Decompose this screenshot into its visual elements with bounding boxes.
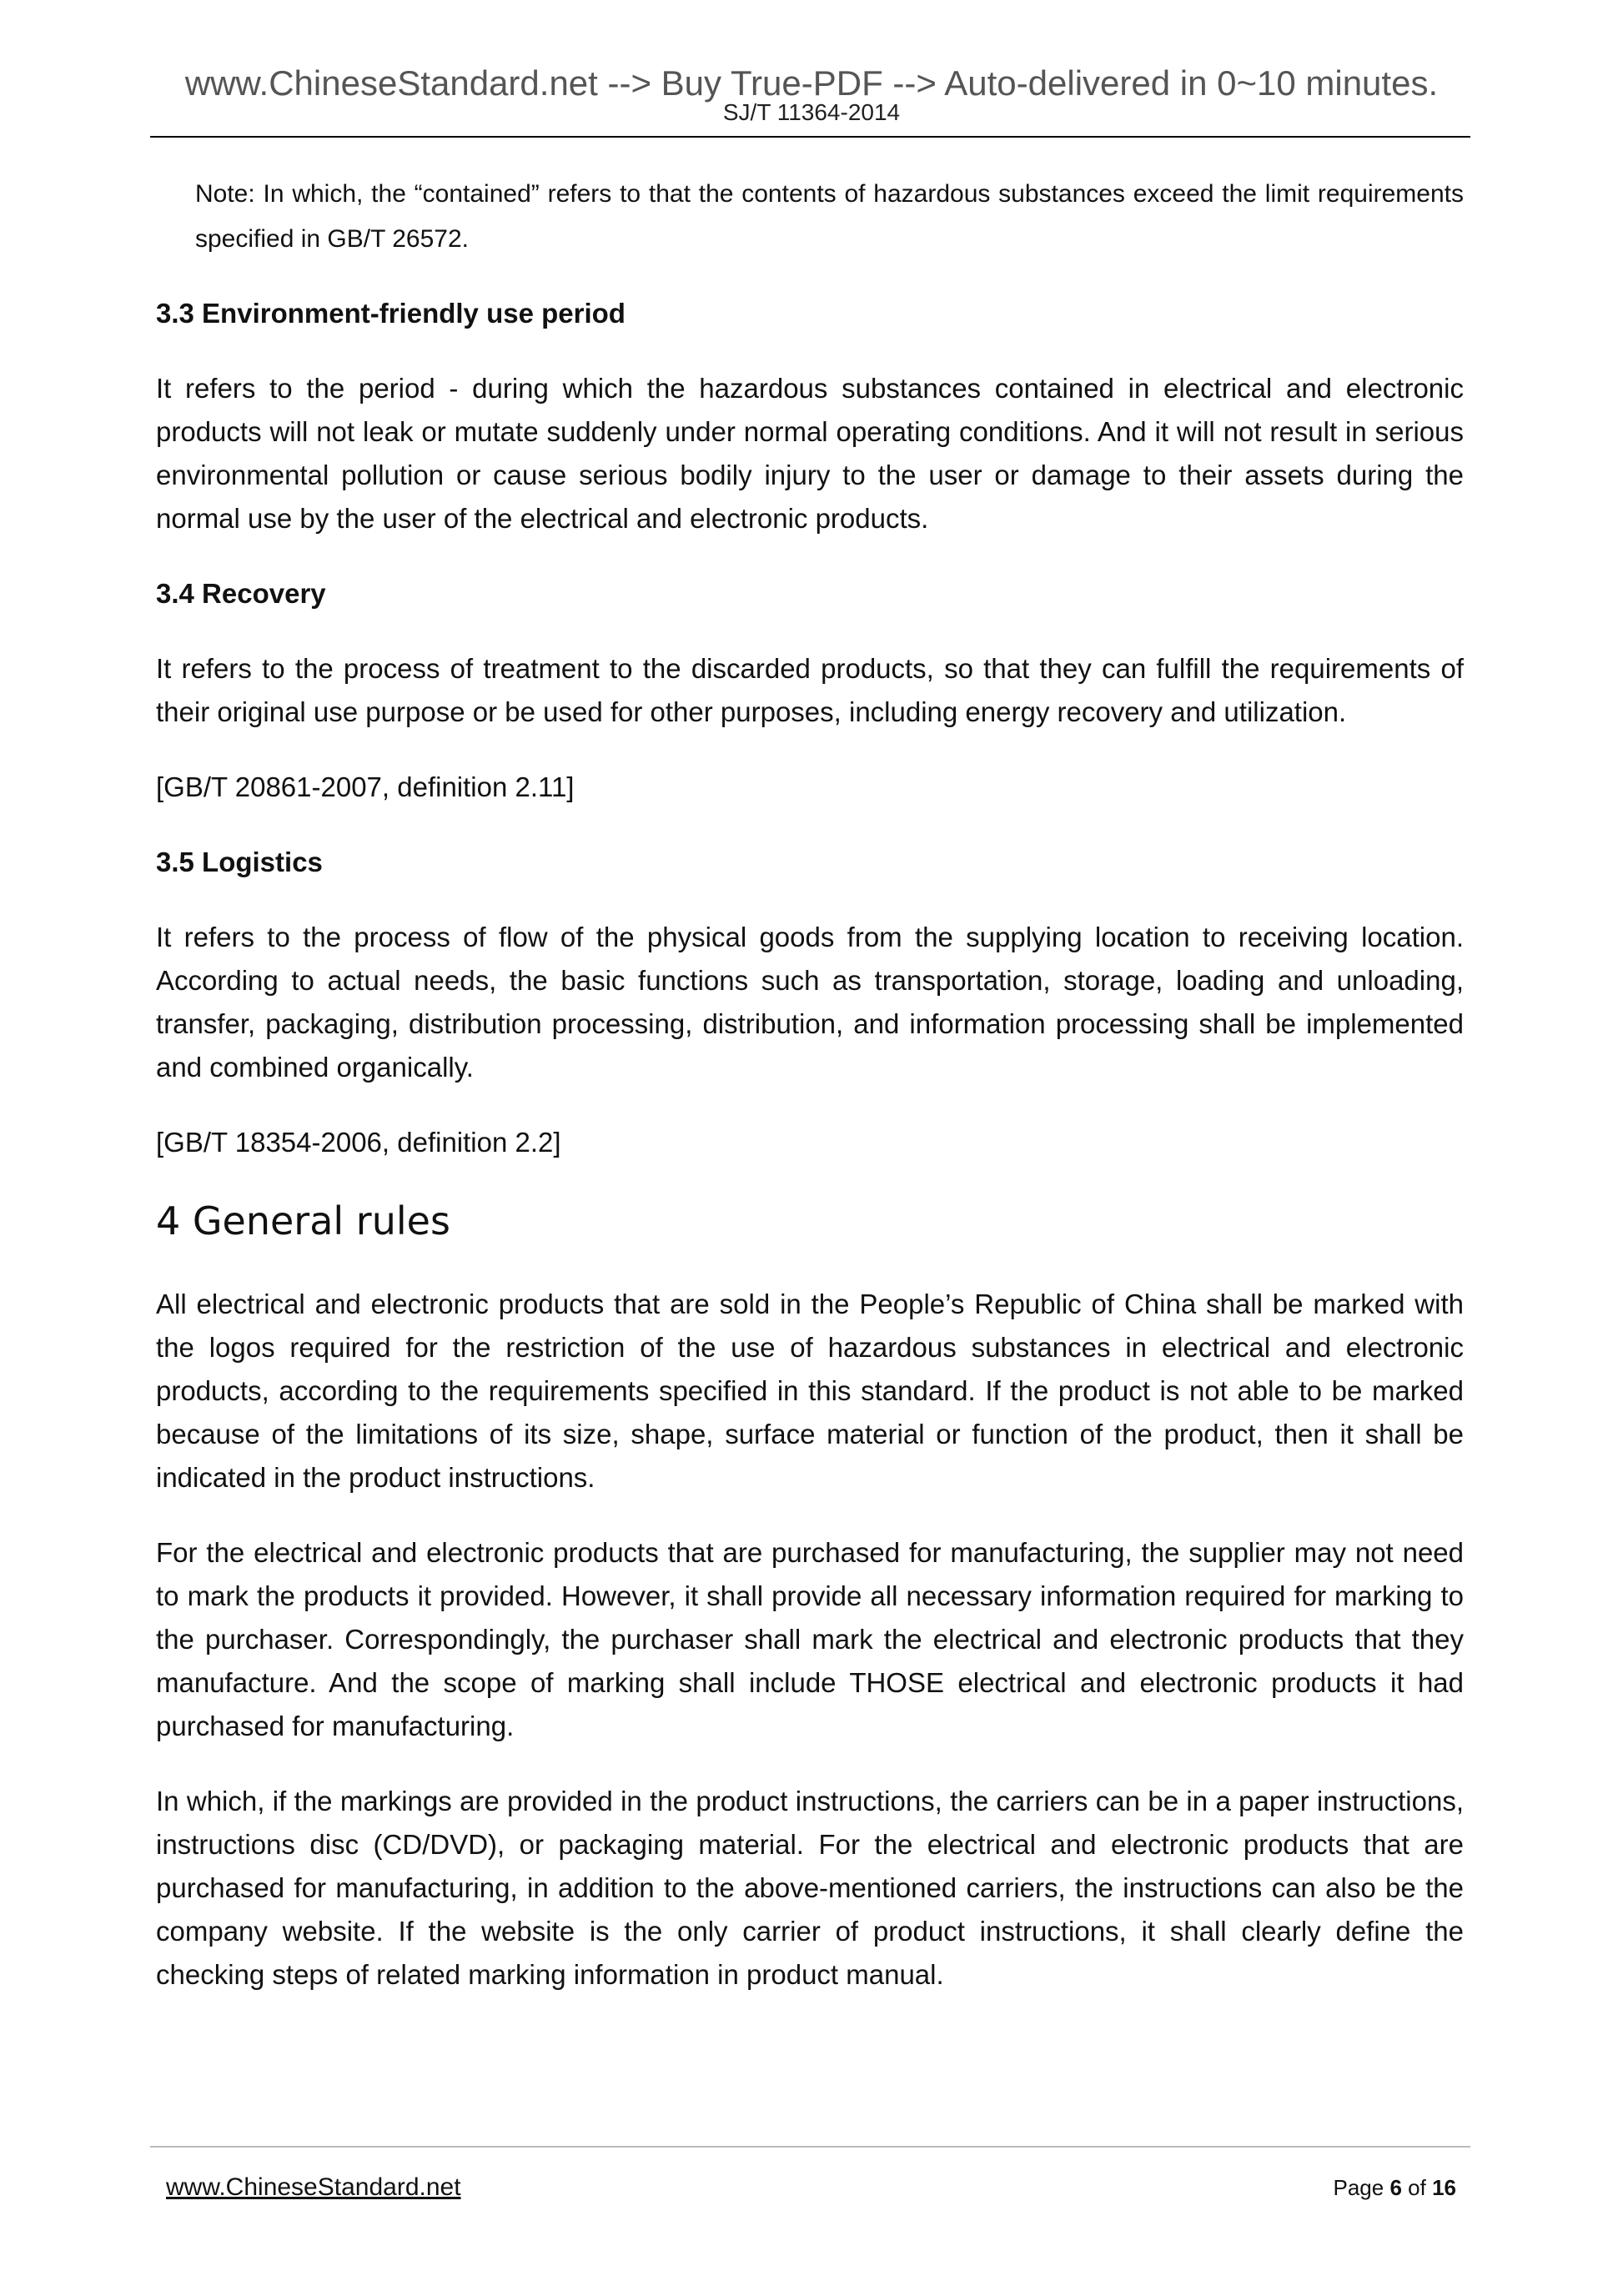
section-body-3-4: It refers to the process of treatment to the discarded products, so that they can fulfill the requirements of their original use purpose or be used for other purposes, including energy recovery and utilization. bbox=[156, 653, 1464, 727]
chapter-paragraph: For the electrical and electronic products that are purchased for manufacturing, the supplier may not need to mark the products it provided. However, it shall provide all necessary information required for marking to the purchaser. Correspondingly, the purchaser shall mark the electrical and electronic products that they manufacture. And the scope of marking shall include THOSE electrical and electronic products it had purchased for manufacturing. bbox=[156, 1537, 1464, 1741]
header-banner: www.ChineseStandard.net --> Buy True-PDF --> Auto-delivered in 0~10 minutes. bbox=[184, 63, 1439, 103]
chapter-paragraph: In which, if the markings are provided in the product instructions, the carriers can be in a paper instructions, instructions disc (CD/DVD), or packaging material. For the electrical and electronic products that are purchased for manufacturing, in addition to the above-mentioned carriers, the instructions can also be the company website. If the website is the only carrier of product instructions, it shall clearly define the checking steps of related marking information in product manual. bbox=[156, 1786, 1464, 1990]
section-ref-3-4: [GB/T 20861-2007, definition 2.11] bbox=[156, 771, 575, 802]
chapter-title: 4 General rules bbox=[156, 1198, 450, 1243]
standard-code: SJ/T 11364-2014 bbox=[722, 99, 901, 125]
section-heading-3-5: 3.5 Logistics bbox=[156, 847, 323, 877]
header-divider bbox=[150, 136, 1470, 138]
chapter-paragraph: All electrical and electronic products that are sold in the People’s Republic of China shall be marked with the logos required for the restriction of the use of hazardous substances in electrical and electronic products, according to the requirements specified in this standard. If the product is not able to be marked because of the limitations of its size, shape, surface material or function of the product, then it shall be indicated in the product instructions. bbox=[156, 1289, 1464, 1493]
page-word: Page bbox=[1333, 2175, 1384, 2200]
page-total: 16 bbox=[1432, 2175, 1456, 2200]
page-of: of bbox=[1408, 2175, 1426, 2200]
page-current: 6 bbox=[1389, 2175, 1402, 2200]
section-body-3-5: It refers to the process of flow of the physical goods from the supplying location to receiving location. According to actual needs, the basic functions such as transportation, storage, loading and unloading, transfer, packaging, distribution processing, distribution, and information processing shall be implemented and combined organically. bbox=[156, 922, 1464, 1083]
page-number bbox=[1333, 2173, 1456, 2203]
page-content bbox=[156, 172, 1464, 2028]
section-heading-3-3: 3.3 Environment-friendly use period bbox=[156, 298, 626, 329]
section-ref-3-5: [GB/T 18354-2006, definition 2.2] bbox=[156, 1127, 561, 1158]
footer-website-link[interactable]: www.ChineseStandard.net bbox=[166, 2173, 461, 2201]
section-body-3-3: It refers to the period - during which the hazardous substances contained in electrical and electronic products will not leak or mutate suddenly under normal operating conditions. And it will not result in serious environmental pollution or cause serious bodily injury to the user or damage to their assets during the normal use by the user of the electrical and electronic products. bbox=[156, 373, 1464, 534]
note-paragraph: Note: In which, the “contained” refers to that the contents of hazardous substances exceed the limit requirements specified in GB/T 26572. bbox=[195, 180, 1464, 253]
section-heading-3-4: 3.4 Recovery bbox=[156, 578, 326, 609]
footer-divider bbox=[150, 2146, 1470, 2148]
